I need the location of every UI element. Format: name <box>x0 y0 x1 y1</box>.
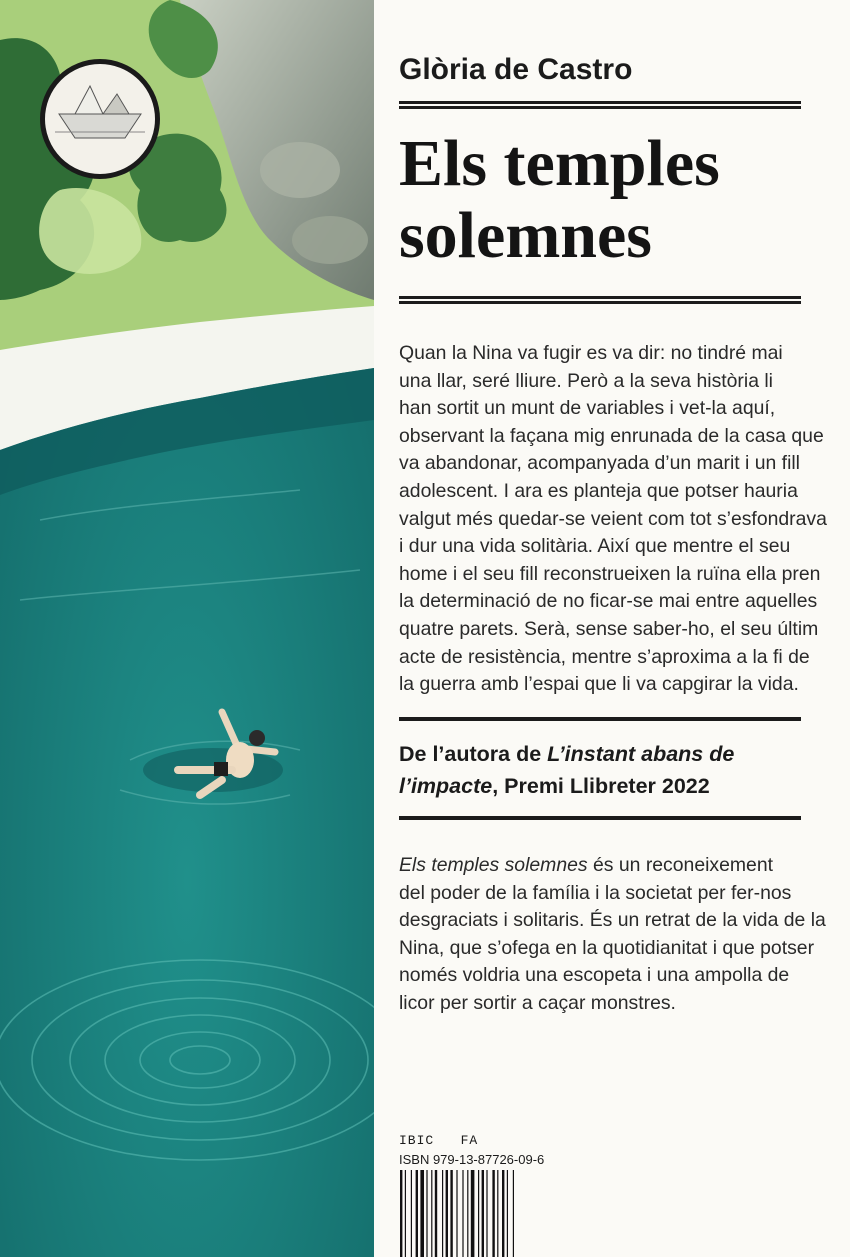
barcode-bar <box>435 1170 437 1257</box>
description-line: desgraciats i solitaris. És un retrat de la vida de la <box>399 909 826 932</box>
synopsis-line: home i el seu fill reconstrueixen la ruïna ella pren <box>399 562 821 585</box>
barcode-bar <box>467 1170 468 1257</box>
ibic-code: IBIC FA <box>399 1133 479 1148</box>
credit-line <box>399 770 801 802</box>
synopsis <box>399 340 827 699</box>
back-cover-text <box>399 0 827 1257</box>
barcode-bar <box>507 1170 508 1257</box>
barcode <box>399 1170 559 1257</box>
synopsis-line: i dur una vida solitària. Així que mentre el seu <box>399 535 791 558</box>
synopsis-line: Quan la Nina va fugir es va dir: no tindré mai <box>399 342 783 364</box>
barcode-bar <box>411 1170 412 1257</box>
title-line: solemnes <box>399 199 652 272</box>
barcode-bar <box>420 1170 424 1257</box>
barcode-bar <box>405 1170 406 1257</box>
award-text: , Premi Llibreter 2022 <box>492 774 710 798</box>
divider <box>399 816 801 820</box>
barcode-bar <box>416 1170 418 1257</box>
synopsis-line: va abandonar, acompanyada d’un marit i un fill <box>399 452 800 475</box>
author-credit <box>399 738 801 802</box>
synopsis-line: quatre parets. Serà, sense saber-ho, el seu últim <box>399 617 819 640</box>
book-title <box>399 128 801 272</box>
barcode-bar <box>431 1170 432 1257</box>
author-name: Glòria de Castro <box>399 53 633 86</box>
synopsis-line: acte de resistència, mentre s’aproxima a la fi de <box>399 645 810 668</box>
description-line: Nina, que s’ofega en la quotidianitat i que potser <box>399 936 815 959</box>
description <box>399 852 826 1018</box>
previous-book-title: l’impacte <box>399 774 493 798</box>
divider <box>399 717 801 721</box>
divider <box>399 101 801 109</box>
synopsis-line: una llar, seré lliure. Però a la seva història li <box>399 369 773 392</box>
barcode-bar <box>426 1170 427 1257</box>
barcode-bar <box>497 1170 498 1257</box>
description-line: licor per sortir a caçar monstres. <box>399 991 676 1014</box>
description-line: del poder de la família i la societat per fer-nos <box>399 881 792 904</box>
credit-line <box>399 738 801 770</box>
isbn-number: ISBN 979-13-87726-09-6 <box>399 1152 545 1167</box>
publisher-logo <box>40 59 160 179</box>
barcode-bar <box>400 1170 402 1257</box>
barcode-bar <box>471 1170 475 1257</box>
barcode-bar <box>456 1170 457 1257</box>
rock <box>292 216 368 264</box>
barcode-bar <box>450 1170 452 1257</box>
paper-boat-icon <box>45 64 155 174</box>
barcode-bar <box>478 1170 479 1257</box>
barcode-bar <box>482 1170 484 1257</box>
credit-text: De l’autora de <box>399 742 548 766</box>
barcode-bar <box>442 1170 443 1257</box>
barcode-bar <box>502 1170 504 1257</box>
synopsis-line: la guerra amb l’espai que li va capgirar la vida. <box>399 673 799 696</box>
barcode-bar <box>446 1170 448 1257</box>
previous-book-title: L’instant abans de <box>547 742 735 766</box>
barcode-bar <box>513 1170 514 1257</box>
synopsis-line: observant la façana mig enrunada de la casa que <box>399 424 824 447</box>
barcode-bar <box>462 1170 463 1257</box>
barcode-bar <box>492 1170 494 1257</box>
synopsis-line: valgut més quedar-se veient com tot s’esfondrava <box>399 507 827 530</box>
synopsis-line: han sortit un munt de variables i vet-la aquí, <box>399 397 776 420</box>
description-text: és un reconeixement <box>587 854 774 876</box>
divider <box>399 296 801 304</box>
barcode-bar <box>486 1170 487 1257</box>
rock <box>260 142 340 198</box>
description-line: només voldria una escopeta i una ampolla de <box>399 964 790 987</box>
synopsis-line: la determinació de no ficar-se mai entre aquelles <box>399 590 818 613</box>
title-line: Els temples <box>399 127 720 200</box>
synopsis-line: adolescent. I ara es planteja que potser hauria <box>399 479 798 502</box>
description-line <box>399 852 801 880</box>
book-title-reference: Els temples solemnes <box>399 854 588 876</box>
river-illustration <box>0 0 374 1257</box>
cover-illustration <box>0 0 374 1257</box>
